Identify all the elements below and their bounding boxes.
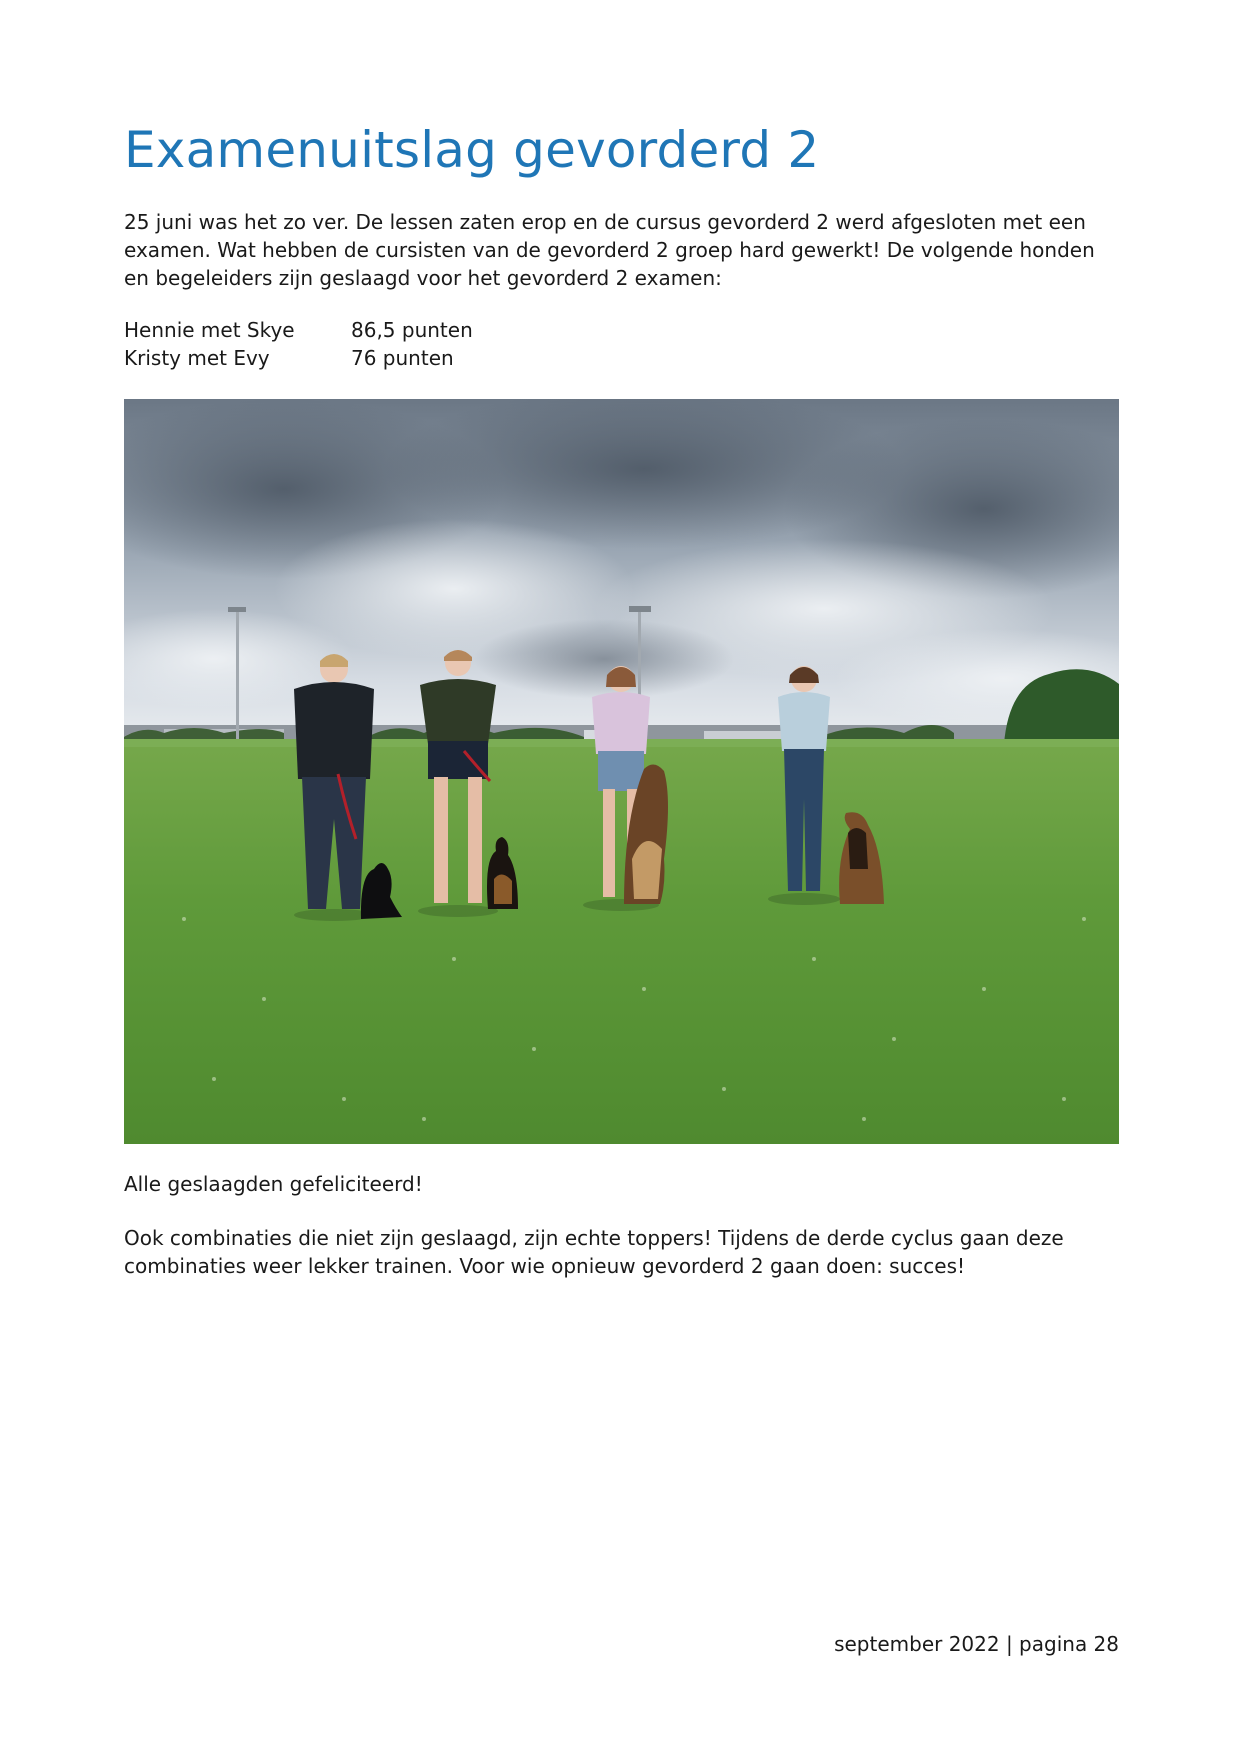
result-row bbox=[124, 316, 624, 344]
results-list bbox=[124, 316, 624, 372]
page-title: Examenuitslag gevorderd 2 bbox=[124, 121, 820, 179]
result-score: 86,5 punten bbox=[351, 318, 473, 342]
result-name: Kristy met Evy bbox=[124, 346, 270, 370]
group-photo bbox=[124, 399, 1119, 1144]
result-score: 76 punten bbox=[351, 346, 454, 370]
congratulations-text: Alle geslaagden gefeliciteerd! bbox=[124, 1172, 423, 1196]
closing-paragraph: Ook combinaties die niet zijn geslaagd, zijn echte toppers! Tijdens de derde cyclus gaan deze combinaties weer lekker trainen. Voor wie opnieuw gevorderd 2 gaan doen: succes! bbox=[124, 1226, 1064, 1278]
result-row bbox=[124, 344, 624, 372]
page-footer: september 2022 | pagina 28 bbox=[834, 1632, 1119, 1656]
intro-paragraph: 25 juni was het zo ver. De lessen zaten erop en de cursus gevorderd 2 werd afgesloten met een examen. Wat hebben de cursisten van de gevorderd 2 groep hard gewerkt! De volgende honden en begeleiders zijn geslaagd voor het gevorderd 2 examen: bbox=[124, 210, 1095, 290]
result-name: Hennie met Skye bbox=[124, 318, 295, 342]
